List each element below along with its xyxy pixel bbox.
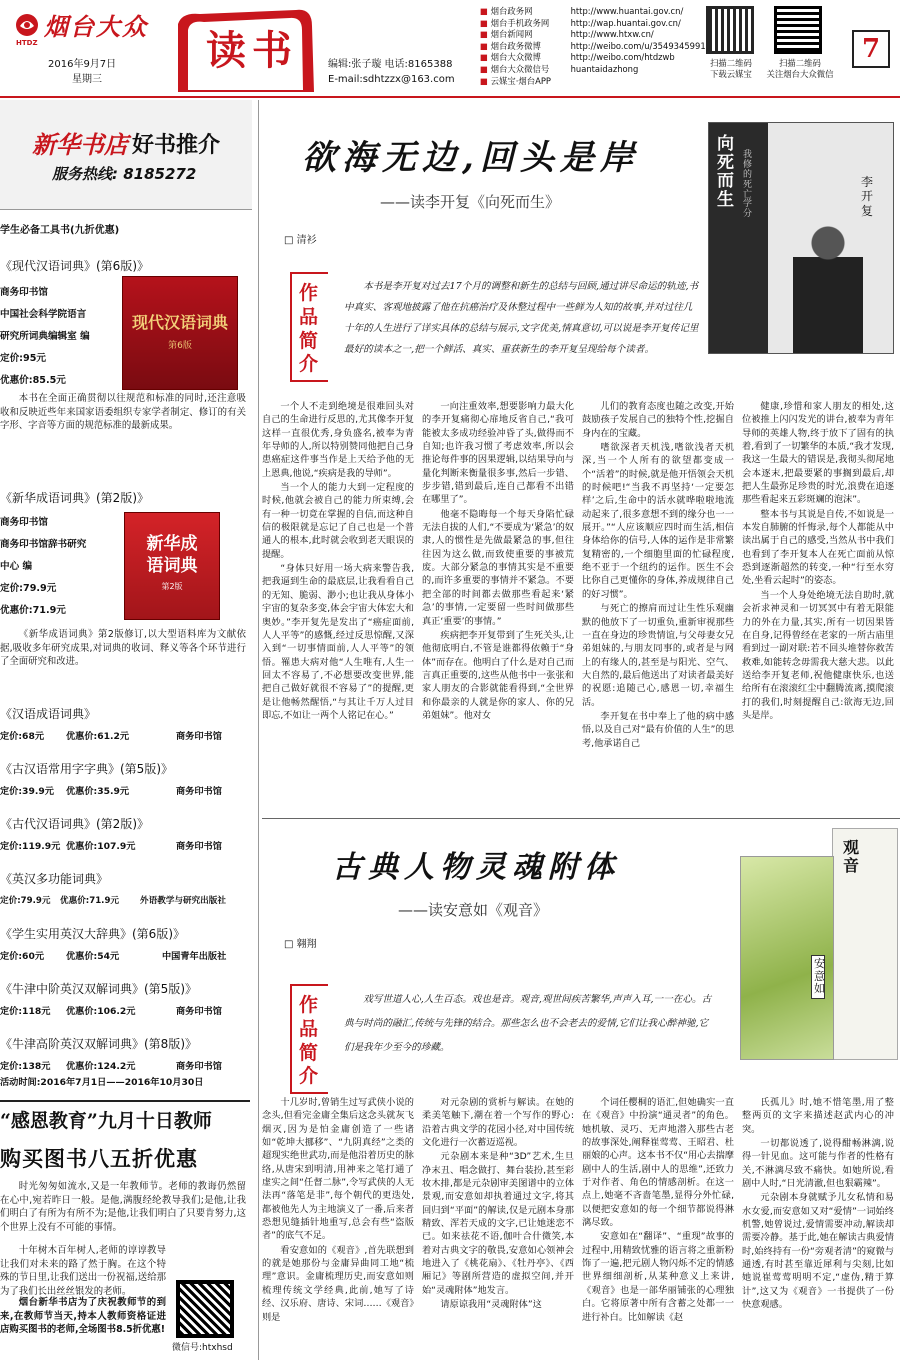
promo-body: 时光匆匆如流水,又是一年教师节。老师的教诲仍然留在心中,宛若昨日一般。是他,满腹经纶教导我们;是他,让我们明白了有所为有所不为;是他,让我们明白了只要肯努力,这个世界上没有不可能的事情。: [0, 1181, 246, 1233]
media-item: ■ 烟台手机政务网 http://wap.huantai.gov.cn/: [480, 17, 681, 28]
media-item: ■ 烟台新闻网 http://www.htxw.cn/: [480, 29, 654, 40]
cover-edition: 第6版: [168, 341, 192, 352]
author-photo: [793, 219, 863, 353]
media-url[interactable]: http://www.htxw.cn/: [570, 29, 654, 40]
intro-label: 作品简介: [299, 282, 319, 376]
square-icon: □: [284, 939, 297, 950]
book-title: 《新华成语词典》(第2版)》: [0, 491, 149, 505]
hotline: 服务热线: 8185272: [52, 165, 197, 183]
intro-label-box: [290, 272, 328, 382]
media-item: ■ 烟台政务微博 http://weibo.com/u/3549345991: [480, 40, 706, 51]
qr-caption: 扫描二维码 下载云媒宝: [710, 58, 752, 79]
article-column: 儿们的教育态度也随之改变,开始鼓励孩子发展自己的独特个性,挖掘自身内在的宝藏。 嗜欲深者天机浅,嗜欲浅者天机深,当一个人所有的欲望都变成一个“活着”的时候,就是他开悟领会天机的时候吧!“当我不再坚持‘一定要怎样’之后,生命中的活水就哗啦啦地流动起来了,很多意想不到的缘分也一一展开。”“人应该顺应四时而生活,相信身体给你的信号,人体的运作是非常繁复精密的,一个细胞里面的忙碌程度,绝不亚于一个纽约的运作。医生不会比你自己更懂你的身体,养成规律自己的好习惯”。 与死亡的擦肩而过让生性乐观幽默的他放下了一切重负,重新审视那些一直在身边的珍贵情谊,与父母妻女兄弟姐妹的,与朋友同事的,或者是与网上的有缘人的,甚至是与阳光、空气、大自然的,最后他送出了对读者最美好的祝愿:追随己心,感恩一切,幸福生活。 李开复在书中奉上了他的病中感悟,以及自己对“最有价值的人生”的思考,他承诺自己: [582, 401, 734, 749]
author: 翱翔: [296, 939, 317, 950]
article-subtitle: ——读安意如《观音》: [398, 901, 549, 919]
article-title: 欲海无边,回头是岸: [302, 138, 640, 178]
intro-label-box: [290, 984, 328, 1094]
activity-time: 活动时间:2016年7月1日——2016年10月30日: [0, 1077, 204, 1088]
book-cover-photo: [708, 122, 894, 354]
book-desc: 本书在全面正确贯彻以往规范和标准的同时,还注意吸收和反映近些年来国家语委组织专家学者制定、修订的有关字形、字音等方面的规范标准的最新成果。: [0, 393, 246, 432]
cover-author: 李开复: [861, 175, 874, 218]
wechat-id: 微信号:htxhsd: [172, 1343, 233, 1353]
author-line: [284, 234, 317, 249]
article-title: 古典人物灵魂附体: [332, 850, 620, 885]
editor-email: E-mail:sdhtzzx@163.com: [328, 74, 455, 85]
author: 清衫: [296, 235, 317, 246]
qr-code-app[interactable]: [706, 6, 754, 54]
qr-caption: 扫描二维码 关注烟台大众微信: [766, 58, 834, 79]
square-icon: □: [284, 235, 297, 246]
cover-edition: 第2版: [161, 582, 183, 592]
media-url[interactable]: huantaidazhong: [570, 63, 639, 74]
media-item: ■ 云媒宝·烟台APP: [480, 75, 551, 86]
intro-text: 本书是李开复对过去17个月的调整和新生的总结与回顾,通过讲尽命运的轨迹,书中真实、客观地披露了他在抗癌治疗及休整过程中一些鲜为人知的故事,并对过往几十年的人生进行了详实具体的总结与展示,文字优美,情真意切,可以说是李开复传记里最好的读本之一,把一个鲜活、真实、重获新生的李开复呈现给每个读者。: [344, 281, 699, 355]
intro-text: 戏写世道人心,人生百态。戏也是音。观音,观世间疾苦繁华,声声入耳,一一在心。古典与时尚的融汇,传统与先锋的结合。那些怎么也不会老去的爱情,它们让我心醉神驰,它们是我年少至今的珍藏。: [344, 994, 712, 1053]
list-item: 《牛津中阶英汉双解词典》(第5版)》 定价:118元 优惠价:106.2元 商务印书馆: [0, 982, 222, 1017]
book-details: 商务印书馆 中国社会科学院语言 研究所词典编辑室 编 定价:95元 优惠价:85.5元: [0, 287, 90, 386]
media-url[interactable]: http://weibo.com/htdzwb: [570, 52, 675, 63]
list-item: 《汉语成语词典》 定价:68元 优惠价:61.2元 商务印书馆: [0, 707, 222, 742]
promo-headline: “感恩教育”九月十日教师: [0, 1110, 212, 1132]
book-details: 商务印书馆 商务印书馆辞书研究 中心 编 定价:79.9元 优惠价:71.9元: [0, 517, 87, 616]
media-url[interactable]: http://weibo.com/u/3549345991: [570, 40, 706, 51]
media-item: ■ 烟台大众微博 http://weibo.com/htdzwb: [480, 52, 675, 63]
promo-body: 十年树木百年树人,老师的谆谆教导让我们对未来的路了然于胸。在这个特殊的节日里,让我们送出一份祝福,送给那为了我们长出丝丝银发的老师。: [0, 1245, 166, 1297]
promo-body: 烟台新华书店为了庆祝教师节的到来,在教师节当天,持本人教师资格证进店购买图书的老师,全场图书8.5折优惠!: [0, 1297, 166, 1336]
cover-subtitle: 我修的死亡学分: [743, 150, 753, 220]
list-item: 《古代汉语词典》(第2版)》 定价:119.9元 优惠价:107.9元 商务印书馆: [0, 817, 222, 852]
book-desc: 《新华成语词典》第2版修订,以大型语料库为文献依据,吸收多年研究成果,对词典的收词、释义等各个环节进行了全面研究和改进。: [0, 629, 246, 668]
logo-sub: HTDZ: [16, 39, 38, 47]
book-list: [0, 706, 252, 1089]
page-number: 7: [861, 34, 881, 64]
list-item: 《牛津高阶英汉双解词典》(第8版)》 定价:138元 优惠价:124.2元 商务印书馆: [0, 1037, 222, 1072]
media-list: [480, 5, 706, 86]
book-cover: [122, 276, 238, 390]
promo-title: 好书推介: [132, 132, 221, 158]
cover-title: 观音: [843, 838, 860, 875]
article-subtitle: ——读李开复《向死而生》: [380, 193, 561, 211]
article-column: 十几岁时,曾销生过写武侠小说的念头,但看完金庸全集后这念头就灰飞烟灭,因为是怕金庸创造了一些诸如“乾坤大挪移”、“九阴真经”之类的超现实绝世武功,而是他沿着历史的脉络,从唐宋到明清,用神来之笔打通了虚实之间“任督二脉”,令写武侠的人无法再“落笔是非”,每个朝代的更迭处,都被他先人为主地演义了一番,后来者恐想见缝插针地重写,总会有些“盗版者”的底气不足。 看安意如的《观音》,首先联想到的就是她那份与金庸异曲同工地“梳理”意识。金庸梳理历史,而安意如则梳理传统文学经典,此前,她写了诗经、汉乐府、唐诗、宋词……《观音》则是: [262, 1097, 414, 1323]
sidebar: [0, 100, 252, 1360]
qr-code-store[interactable]: [176, 1280, 234, 1338]
masthead: [0, 0, 900, 100]
media-item: ■ 烟台大众微信号 huantaidazhong: [480, 63, 639, 74]
book-title: 《现代汉语词典》(第6版)》: [0, 259, 149, 273]
media-url[interactable]: http://wap.huantai.gov.cn/: [570, 17, 681, 28]
list-item: 《学生实用英汉大辞典》(第6版)》 定价:60元 优惠价:54元 中国青年出版社: [0, 927, 227, 962]
logo-text: 烟台大众: [44, 12, 148, 41]
cover-title: 现代汉语词典: [131, 313, 228, 332]
newspaper-logo-icon: [14, 12, 40, 38]
sidebar-section-title: 学生必备工具书(九折优惠): [0, 225, 120, 236]
article: [262, 820, 900, 1360]
promo-headline: 购买图书八五折优惠: [0, 1146, 198, 1171]
cover-author: 安意如: [811, 955, 825, 999]
qr-code-wechat[interactable]: [774, 6, 822, 54]
book-cover-photo: [832, 828, 898, 1060]
page-number-box: [852, 30, 890, 68]
issue-date: 2016年9月7日: [48, 59, 117, 70]
article-column: 一向注重效率,想要影响力最大化的李开复痛彻心扉地反省自己,“我可能被太多成功经验冲昏了头,做得而不自知;也许我习惯了考虑效率,所以会推论每件事的因果逻辑,以结果导向与量化判断来衡量很多事,然后一步错、步步错,错到最后,连自己都看不出错在哪里了”。 他毫不隐晦每一个每天身陷忙碌无法自拔的人们,“不要成为‘紧急’的奴隶,人的惯性是先做最紧急的事,但往往因为这么做,而致使重要的事被荒废。大部分紧急的事情其实是不重要的,而许多重要的事情并不紧急。不要把全部的时间都去做那些看起来‘紧急’的事情,一定要留一些时间做那些真正‘重要’的事情。” 疾病把李开复带到了生死关头,让他彻底明白,不管是谁都得依赖于“身体”而存在。他明白了什么是对自己而言真正重要的,这些从他书中一张张和家人朋友的合影就能看得到,“全世界和你最亲的人就是你的家人、你的兄弟姐妹”。他对女: [422, 401, 574, 721]
issue-weekday: 星期三: [72, 74, 102, 85]
article-column: 氏孤儿》时,她不惜笔墨,用了整整两页的文字来描述赵武内心的冲突。 一切都说透了,说得酣畅淋漓,说得一针见血。这可能与作者的性格有关,不淋漓尽致不痛快。如她所说,看剧中人时,“日光清澈,但也狠霸辣”。 元杂剧本身就赋予儿女私情和易水女爱,而安意如又对“爱情”一词始终机警,她曾说过,爱情需要冲动,解读却需要冷静。基于此,她在解读古典爱情时,始终持有一份“旁观者清”的窥微与通透,有时甚至靠近犀利与尖刻,比如她说崔莺莺明明不定,“虚伪,精于算计”,这又为《观音》一书提供了一份快意观感。: [742, 1097, 894, 1311]
author-line: [284, 938, 317, 953]
article-column: 一个人不走到绝境是很难回头对自己的生命进行反思的,尤其像李开复这样一直很优秀,身负盛名,被奉为青年导师的人,所以特别赞同他把自己身患癌症这件事当作是上天给予他的无上恩典,他说,“疾病是我的导师”。 当一个人的能力大到一定程度的时候,他就会被自己的能力所束缚,会有一种一切竟在掌握的自信,而这种自信的极限就是忘记了自己也是一个普通人的根本,此时就会收到老天眼误的提醒。 “身体只好用一场大病来警告我,把我逼到生命的最底层,让我看看自己的无知、脆弱、渺小;也让我从身体小宇宙的复杂多变,体会宇宙大体宏大和奥妙。”李开复先是发出了“癌症面前,人人平等”的感慨,经过反思惊醒,又深入到“一切事情面前,人人平等”的领悟。罹患大病对他“人生唯有,人生一回太不容易了,不必想要改变世界,能把自己做好就很不容易了”的提醒,更是让他畅然醒悟,“与其让千万人过目即忘,不如让一两个人铭记在心。”: [262, 401, 414, 721]
media-url[interactable]: http://www.huantai.gov.cn/: [570, 6, 684, 16]
article-column: 健康,珍惜和家人朋友的相处,这位被推上闪闪发光的讲台,被奉为青年导师的英雄人物,终于放下了固有的执着,看到了一切繁华的本质,“我才发现,我这一生最大的错误是,我彻头彻尾地会本逐末,把最要紧的事搁到最后,却把人生最弥足珍贵的时光,浪费在追逐那些看起来五彩斑斓的泡沫”。 整本书与其说是自传,不如说是一本发自肺腑的忏悔录,每个人都能从中读出属于自己的感受,当然从书中我们也看到了李开复本人在死亡面前从惊恐到逐渐超然的转变,一种“行至水穷处,坐看云起时”的姿态。 当一个人身处绝境无法自助时,就会祈求神灵和一切冥冥中有着无限能力的外在力量,其实,所有一切因果皆在自身,记得曾经在老家的一所古庙里看到过一副对联:若不回头堆替你救苦救难,如能转念毋需我大慈大悲。以此送给李开复老师,祝他健康快乐,也送给所有在滚滚红尘中翻腾流离,摸爬滚打的我们,时刻提醒自己:欲海无边,回头是岸。: [742, 401, 894, 721]
list-item: 《古汉语常用字字典》(第5版)》 定价:39.9元 优惠价:35.9元 商务印书馆: [0, 762, 222, 797]
editor-info: 编辑:张子璇 电话:8165388: [328, 59, 453, 70]
cover-title: 向死而生: [717, 134, 734, 211]
book-cover: [124, 512, 220, 620]
list-item: 《英汉多功能词典》 定价:79.9元 优惠价:71.9元 外语教学与研究出版社: [0, 872, 226, 906]
media-item: ■ 烟台政务网 http://www.huantai.gov.cn/: [480, 6, 684, 16]
article: [262, 100, 900, 820]
article-column: 个词任樱桐的语汇,但她确实一直在《观音》中扮演“通灵者”的角色。她机敏、灵巧、无声地潜入那些古老的故事深处,阐释崔莺莺、王昭君、杜丽娘的心声。这本书不仅“用心去揣摩剧中人的生活,剧中人的思维”,还致力于对作者、角色的情感剖析。在这一点上,她毫不吝啬笔墨,显得分外忙碌,以便把安意如的每一个细节都说得淋漓尽致。 安意如在“翻译”、“重现”故事的过程中,用精致忧雅的语言将之重新粉饰了一遍,把元剧人物闪烁不定的情感世界细细剖析,从某种意义上来讲,《观音》也是一部华丽铺张的心理独白。它将原著中所有含蓄之处都一一进行补白。比如解读《赵: [582, 1097, 734, 1323]
book-cover-art: [740, 856, 834, 1060]
store-name: 新华书店: [32, 130, 128, 159]
article-column: 对元杂剧的赏析与解读。在她的柔美笔触下,潮在着一个写作的野心:沿着古典文学的花园小径,对中国传统文化进行一次蓄迈巡视。 元杂剧本来是种“3D”艺术,生旦净末丑、唱念做打、舞台装扮,甚至彩妆木排,都是元杂剧审美图谱中的立体景观,而安意如却执着通过文字,将其回归到“平面”的解读,仅是元剧本身那精致、浑若天成的文字,已让她迷恋不已。如来祛花不语,伽叶合什微笑,本着对古典文字的敬畏,安意如心领神会地进入了《桃花扇》、《牡丹亭》、《西厢记》等剧所营造的虚拟空间,并开始“灵魂附体”地发言。 请原谅我用“灵魂附体”这: [422, 1097, 574, 1311]
intro-label: 作品简介: [299, 994, 319, 1088]
section-title: 读书: [206, 27, 298, 74]
cover-title: 新华成语词典: [146, 534, 198, 577]
